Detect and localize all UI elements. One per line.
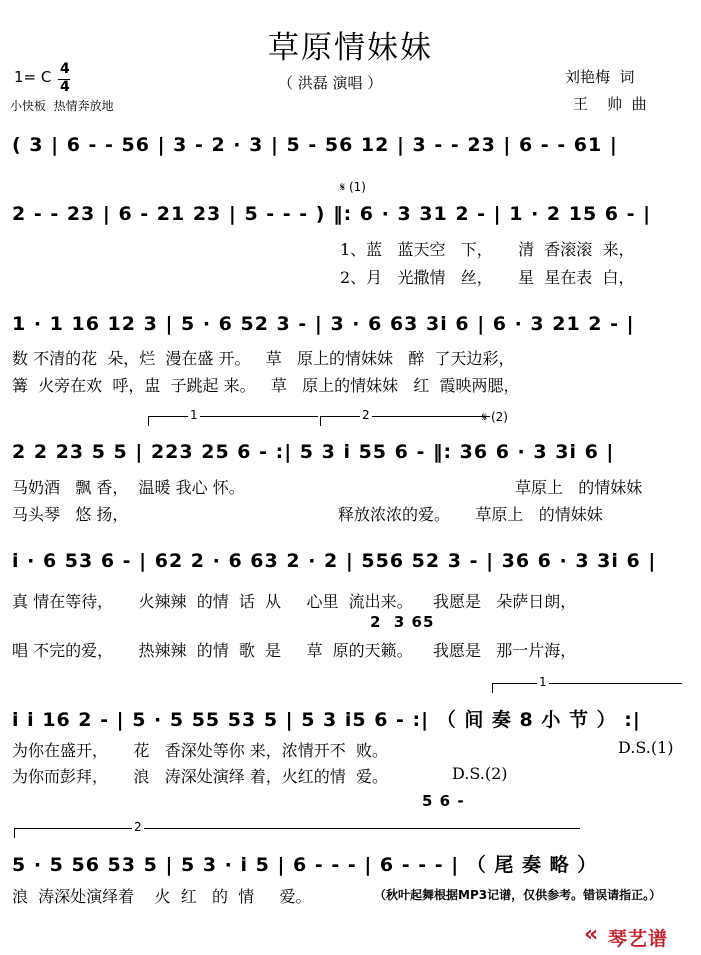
lyric-row-6-verse-2: 为你而彭拜， 浪 涛深处演绎 着，火红的情 爱。 — [12, 767, 388, 786]
transcription-note: （秋叶起舞根据MP3记谱，仅供参考。错误请指正。） — [374, 888, 662, 902]
segno-marker-2: 𝄋 (2) — [482, 410, 508, 424]
score-row-1: ( 3 | 6 - - 56 | 3 - 2 · 3 | 5 - 56 12 | 3 - - 23 | 6 - - 61 | — [12, 134, 618, 156]
alternate-notes: 2 3 65 — [370, 613, 435, 631]
dal-segno-1: D.S.(1) — [618, 738, 674, 757]
volta-bracket-4 — [14, 828, 580, 829]
volta-label-1: 1 — [190, 408, 198, 422]
lyric-row-3-verse-1: 数 不清的花 朵，烂 漫在盛 开。 草 原上的情妹妹 醉 了天边彩， — [12, 349, 515, 368]
lyric-row-5-verse-2: 唱 不完的爱， 热辣辣 的情 歌 是 草 原的天籁。 我愿是 那一片海， — [12, 641, 577, 660]
lyric-row-2-verse-2: 2、月 光撒情 丝， 星 星在表 白， — [340, 268, 635, 287]
score-row-2: 2 - - 23 | 6 - 21 23 | 5 - - - ) ‖: 6 · 3 31 2 - | 1 · 2 15 6 - | — [12, 203, 652, 225]
score-row-7: 5 · 5 56 53 5 | 5 3 · i 5 | 6 - - - | 6 - - - | （ 尾 奏 略 ） — [12, 854, 598, 876]
volta-label-3: 1 — [539, 675, 547, 689]
tempo-marking: 小快板 热情奔放地 — [10, 99, 114, 113]
volta-bracket-3 — [492, 683, 682, 684]
song-title: 草原情妹妹 — [268, 30, 433, 66]
lyric-row-4-verse-1: 马奶酒 飘 香， 温暖 我心 怀。 — [12, 478, 245, 497]
score-row-3: 1 · 1 16 12 3 | 5 · 6 52 3 - | 3 · 6 63 3i 6 | 6 · 3 21 2 - | — [12, 313, 635, 335]
time-signature-numerator: 4 — [60, 61, 70, 77]
lyric-row-4-verse-2: 马头琴 悠 扬， — [12, 505, 129, 524]
score-row-4: 2 2 23 5 5 | 223 25 6 - :| 5 3 i 55 6 - ‖: 36 6 · 3 3i 6 | — [12, 441, 615, 463]
lyric-row-3-verse-2: 篝 火旁在欢 呼，盅 子跳起 来。 草 原上的情妹妹 红 霞映两腮， — [12, 376, 520, 395]
ending-notes-above: 5 6 - — [422, 792, 465, 810]
volta-bracket-1 — [148, 416, 318, 417]
lyric-row-2-verse-1: 1、蓝 蓝天空 下， 清 香滚滚 来， — [340, 240, 635, 259]
site-logo: 琴艺谱 — [608, 928, 669, 950]
singer-credit: （ 洪磊 演唱 ） — [278, 74, 383, 92]
segno-marker-1: 𝄋 (1) — [340, 180, 366, 194]
volta-label-4: 2 — [134, 820, 142, 834]
lyric-row-5-verse-1: 真 情在等待， 火辣辣 的情 话 从 心里 流出来。 我愿是 朵萨日朗， — [12, 592, 577, 611]
lyricist-credit: 刘艳梅 词 — [565, 68, 635, 86]
dal-segno-2: D.S.(2) — [452, 764, 508, 783]
lyric-row-4-right-2: 释放浓浓的爱。 草原上 的情妹妹 — [338, 505, 603, 524]
lyric-row-4-right-1: 草原上 的情妹妹 — [515, 478, 643, 497]
score-row-6: i i 16 2 - | 5 · 5 55 53 5 | 5 3 i5 6 - :| （ 间 奏 8 小 节 ） :| — [12, 709, 641, 731]
volta-label-2: 2 — [362, 408, 370, 422]
key-signature: 1= C — [14, 68, 52, 86]
composer-credit: 王 帅 曲 — [573, 95, 647, 113]
volta-bracket-2 — [320, 416, 490, 417]
time-signature-denominator: 4 — [60, 79, 70, 95]
score-row-5: i · 6 53 6 - | 62 2 · 6 63 2 · 2 | 556 52 3 - | 36 6 · 3 3i 6 | — [12, 550, 657, 572]
lyric-row-6-verse-1: 为你在盛开， 花 香深处等你 来，浓情开不 败。 — [12, 741, 388, 760]
lyric-row-7: 浪 涛深处演绎着 火 红 的 情 爱。 — [12, 887, 312, 906]
logo-icon: « — [584, 922, 599, 947]
